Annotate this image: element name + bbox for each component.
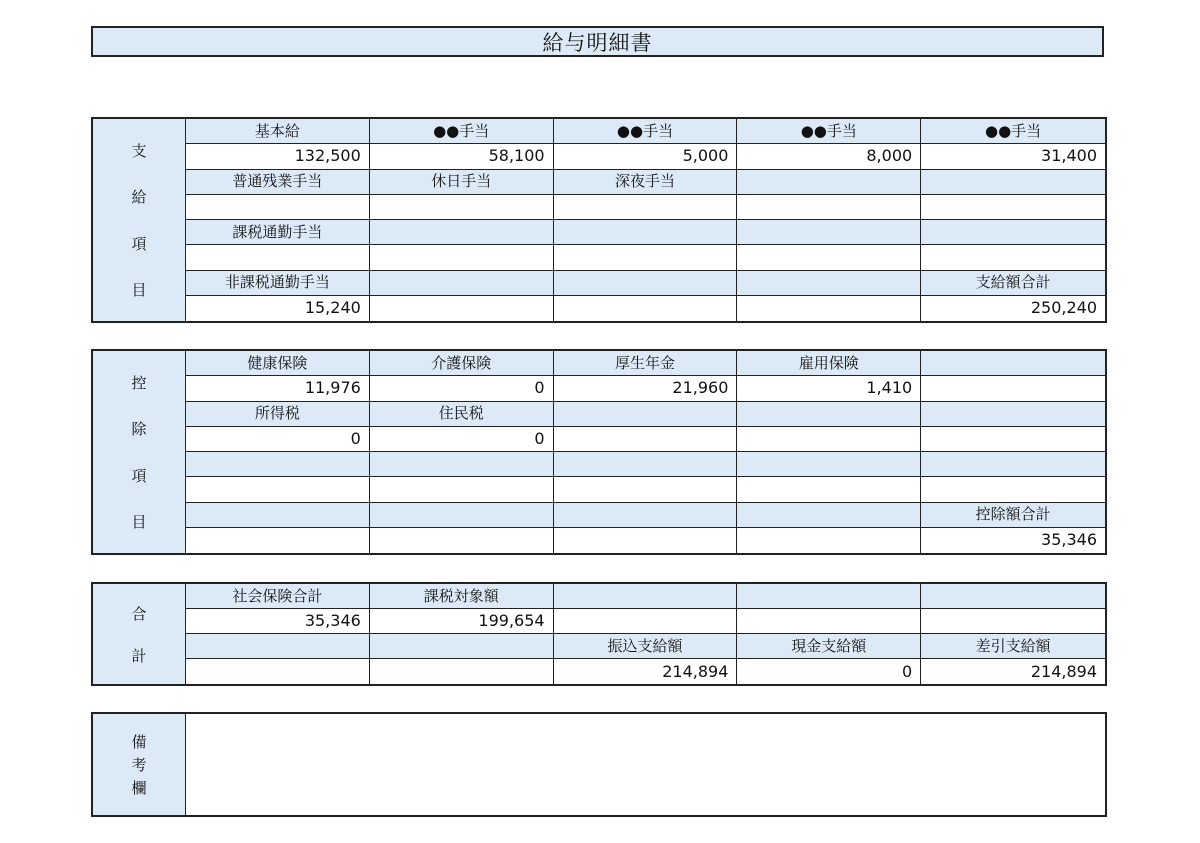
item-label-cell [554,452,738,477]
item-value-cell[interactable] [921,376,1105,401]
item-label-cell [554,271,738,296]
item-value-cell[interactable]: 15,240 [186,296,370,321]
item-value-cell[interactable] [370,659,554,684]
item-label-cell [554,503,738,528]
item-value-cell[interactable] [554,477,738,502]
item-value-cell[interactable]: 0 [370,376,554,401]
item-value-cell[interactable] [921,609,1105,634]
remarks-field[interactable] [186,714,1105,815]
item-value-cell[interactable] [737,477,921,502]
item-value-cell[interactable]: 35,346 [186,609,370,634]
section-label-char: 項 [131,234,147,253]
item-label-cell [921,402,1105,427]
section-label-char: 備 [131,733,147,751]
item-value-cell[interactable] [554,427,738,452]
totals-section [91,582,1107,686]
item-label-cell: ●●手当 [921,119,1105,144]
remarks-section [91,712,1107,817]
item-value-cell[interactable]: 250,240 [921,296,1105,321]
item-label-cell: 健康保険 [186,351,370,376]
item-value-cell[interactable] [737,427,921,452]
item-label-cell [737,170,921,195]
item-label-cell [921,220,1105,245]
item-label-cell: 所得税 [186,402,370,427]
remarks-label [93,714,186,815]
item-label-cell [921,170,1105,195]
section-label-char: 欄 [131,779,147,797]
item-value-cell[interactable] [186,528,370,553]
item-label-cell: 雇用保険 [737,351,921,376]
item-label-cell: 社会保険合計 [186,584,370,609]
item-value-cell[interactable]: 132,500 [186,144,370,169]
item-value-cell[interactable] [554,296,738,321]
item-label-cell [370,503,554,528]
item-label-cell [737,271,921,296]
item-value-cell[interactable]: 21,960 [554,376,738,401]
item-label-cell [921,351,1105,376]
item-label-cell [186,503,370,528]
item-value-cell[interactable] [186,477,370,502]
item-value-cell[interactable] [370,195,554,220]
item-value-cell[interactable]: 0 [737,659,921,684]
item-label-cell [921,452,1105,477]
item-value-cell[interactable] [554,195,738,220]
item-value-cell[interactable] [737,609,921,634]
section-label-char: 支 [131,141,147,160]
item-label-cell: 休日手当 [370,170,554,195]
item-label-cell: 課税対象額 [370,584,554,609]
item-value-cell[interactable]: 5,000 [554,144,738,169]
item-label-cell [737,402,921,427]
item-label-cell [921,584,1105,609]
item-label-cell [737,452,921,477]
item-value-cell[interactable]: 214,894 [921,659,1105,684]
item-value-cell[interactable] [186,245,370,270]
item-value-cell[interactable] [921,427,1105,452]
item-label-cell [186,634,370,659]
item-value-cell[interactable] [921,477,1105,502]
item-label-cell: 介護保険 [370,351,554,376]
item-value-cell[interactable]: 214,894 [554,659,738,684]
item-label-cell [554,402,738,427]
section-label-char: 合 [131,604,147,623]
item-label-cell [554,584,738,609]
item-label-cell: ●●手当 [554,119,738,144]
deduction-items-label [93,351,186,553]
deduction-items-section [91,349,1107,555]
section-label-char: 計 [131,646,147,665]
section-label-char: 考 [131,756,147,774]
deduction-items-grid [186,351,1105,553]
item-value-cell[interactable]: 31,400 [921,144,1105,169]
item-value-cell[interactable] [921,195,1105,220]
payment-items-section [91,117,1107,323]
section-label-char: 目 [131,513,147,532]
item-value-cell[interactable]: 0 [370,427,554,452]
item-label-cell [737,220,921,245]
item-label-cell: 課税通勤手当 [186,220,370,245]
section-label-char: 控 [131,373,147,392]
item-label-cell: 現金支給額 [737,634,921,659]
item-label-cell: 非課税通勤手当 [186,271,370,296]
item-value-cell[interactable] [186,659,370,684]
item-label-cell: 振込支給額 [554,634,738,659]
section-label-char: 給 [131,188,147,207]
item-value-cell[interactable] [554,528,738,553]
item-label-cell: 普通残業手当 [186,170,370,195]
item-label-cell [370,452,554,477]
item-value-cell[interactable] [737,296,921,321]
item-label-cell [737,584,921,609]
section-label-char: 項 [131,466,147,485]
page-title: 給与明細書 [91,26,1104,57]
item-value-cell[interactable]: 58,100 [370,144,554,169]
item-value-cell[interactable] [186,195,370,220]
item-value-cell[interactable] [737,195,921,220]
totals-grid [186,584,1105,684]
item-label-cell [186,452,370,477]
item-value-cell[interactable]: 11,976 [186,376,370,401]
item-label-cell [737,503,921,528]
item-label-cell: 厚生年金 [554,351,738,376]
totals-label [93,584,186,684]
item-label-cell: ●●手当 [737,119,921,144]
item-value-cell[interactable] [370,528,554,553]
item-value-cell[interactable]: 199,654 [370,609,554,634]
item-value-cell[interactable] [921,245,1105,270]
item-value-cell[interactable]: 1,410 [737,376,921,401]
item-value-cell[interactable] [737,245,921,270]
item-label-cell: 支給額合計 [921,271,1105,296]
item-value-cell[interactable] [554,245,738,270]
item-value-cell[interactable] [370,296,554,321]
payment-items-label [93,119,186,321]
item-label-cell: 住民税 [370,402,554,427]
item-label-cell: 基本給 [186,119,370,144]
item-label-cell [370,220,554,245]
item-label-cell [370,271,554,296]
item-value-cell[interactable] [554,609,738,634]
item-label-cell [554,220,738,245]
item-label-cell: 控除額合計 [921,503,1105,528]
item-label-cell: 深夜手当 [554,170,738,195]
item-value-cell[interactable]: 35,346 [921,528,1105,553]
payment-items-grid [186,119,1105,321]
item-label-cell: ●●手当 [370,119,554,144]
item-value-cell[interactable]: 8,000 [737,144,921,169]
section-label-char: 目 [131,281,147,300]
item-label-cell [370,634,554,659]
item-value-cell[interactable]: 0 [186,427,370,452]
item-value-cell[interactable] [370,245,554,270]
section-label-char: 除 [131,420,147,439]
item-label-cell: 差引支給額 [921,634,1105,659]
item-value-cell[interactable] [370,477,554,502]
item-value-cell[interactable] [737,528,921,553]
